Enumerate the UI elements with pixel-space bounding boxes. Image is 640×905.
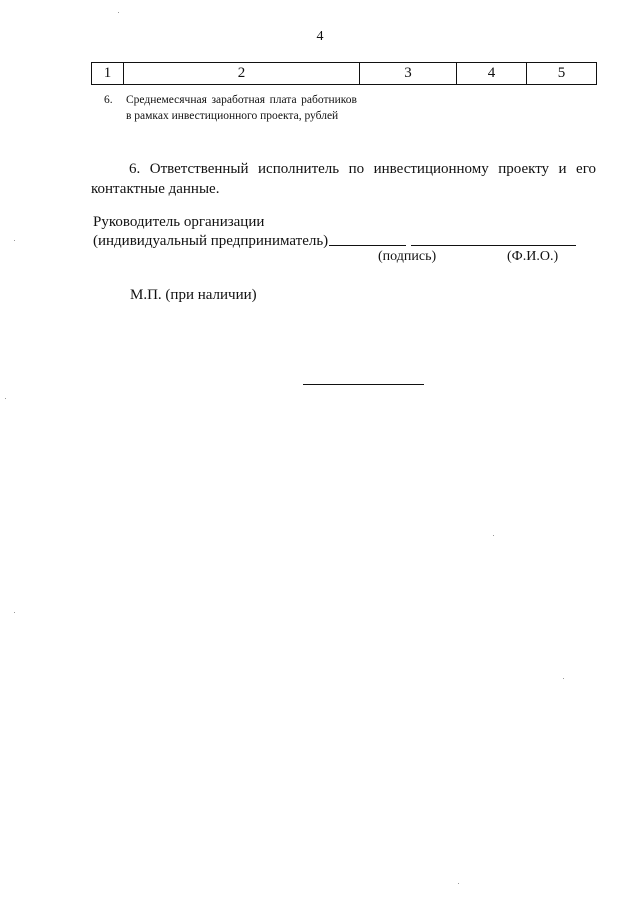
row-description: Среднемесячная заработная плата работников в рамках инвестиционного проекта, рублей (126, 94, 357, 122)
head-label-entrepreneur: (индивидуальный предприниматель) (93, 233, 329, 249)
signature-line (329, 245, 406, 246)
col-header-5: 5 (527, 63, 597, 85)
scan-speck (5, 398, 6, 399)
head-label: Руководитель организации (93, 214, 265, 230)
scan-speck (118, 12, 119, 13)
scan-speck (493, 535, 494, 536)
col-header-3: 3 (360, 63, 457, 85)
row-number: 6. (104, 94, 113, 106)
col-header-2: 2 (124, 63, 360, 85)
table-header-row (92, 63, 597, 85)
scan-speck (458, 883, 459, 884)
scan-speck (14, 612, 15, 613)
scan-speck (14, 240, 15, 241)
page-number: 4 (316, 29, 324, 44)
stamp-place: М.П. (при наличии) (130, 287, 257, 303)
section-6-paragraph: 6. Ответственный исполнитель по инвестиционному проекту и его контактные данные. (91, 161, 596, 197)
columns-header-table (91, 62, 597, 85)
end-of-document-rule (303, 384, 424, 385)
name-caption: (Ф.И.О.) (507, 249, 559, 264)
signature-caption: (подпись) (378, 249, 437, 264)
col-header-4: 4 (457, 63, 527, 85)
name-line (411, 245, 576, 246)
col-header-1: 1 (92, 63, 124, 85)
scan-speck (563, 678, 564, 679)
